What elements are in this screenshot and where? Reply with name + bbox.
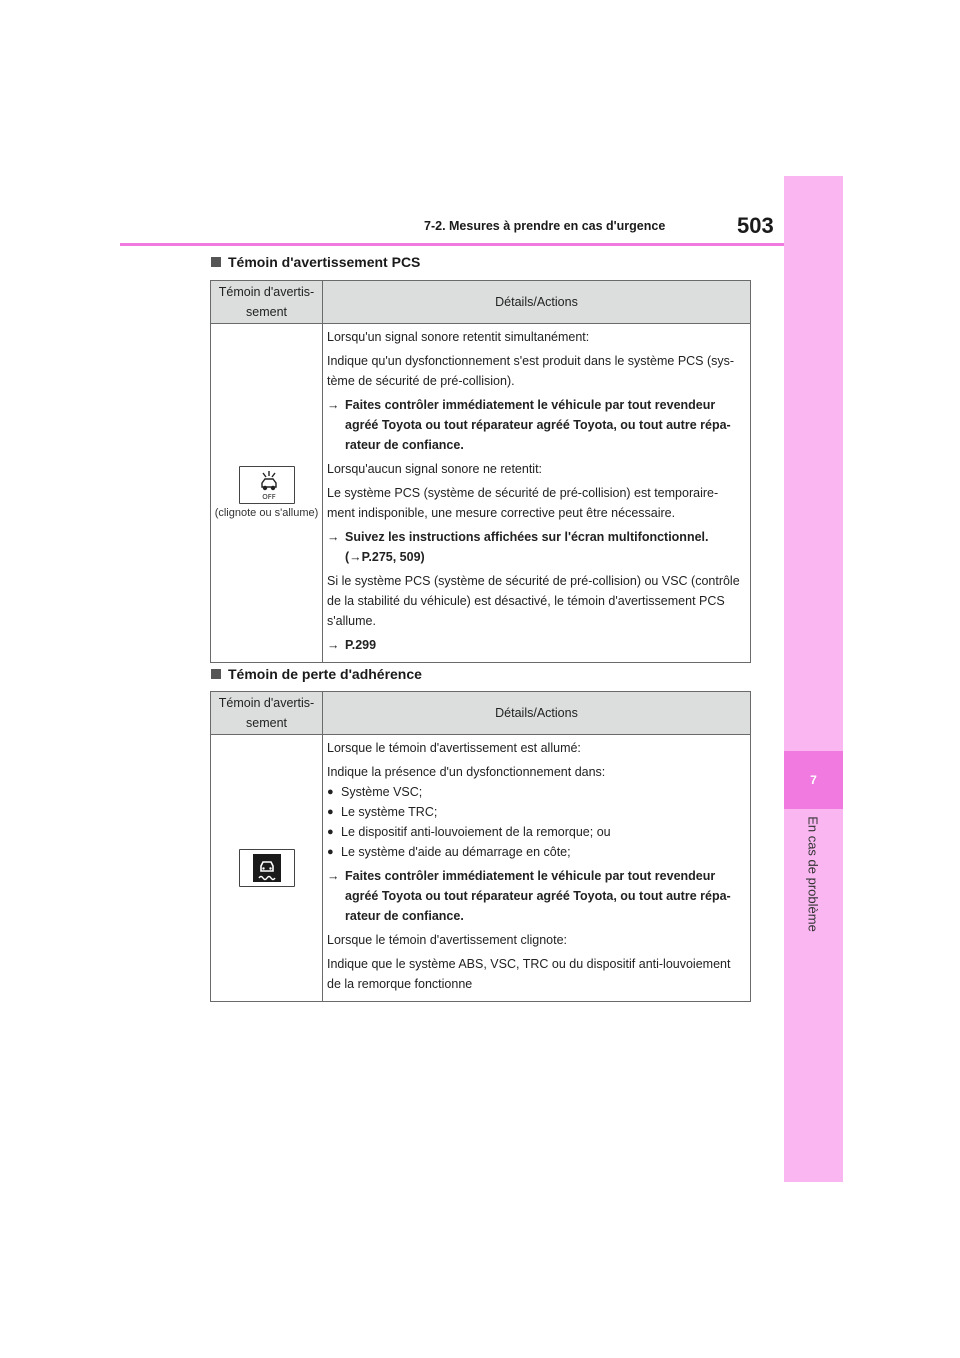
list-item-text: Le système d'aide au démarrage en côte; <box>341 845 571 859</box>
arrow-right-icon: → <box>327 869 340 883</box>
col-header-warning-light: Témoin d'avertis-sement <box>211 281 323 324</box>
icon-cell <box>211 735 323 1002</box>
condition-text: Lorsqu'aucun signal sonore ne retentit: <box>327 462 543 476</box>
details-cell <box>323 735 751 1002</box>
chapter-number: 7 <box>784 751 843 809</box>
condition-text: Lorsque le témoin d'avertissement est allumé: <box>327 741 581 755</box>
table-header-row <box>211 281 751 324</box>
action-text: Faites contrôler immédiatement le véhicule par tout revendeur agréé Toyota ou tout réparateur agréé Toyota, ou tout autre répa-rateur de confiance. <box>345 869 731 923</box>
condition-text: Lorsque le témoin d'avertissement clignote: <box>327 933 568 947</box>
list-item-text: Le système TRC; <box>341 805 438 819</box>
section-title: 7-2. Mesures à prendre en cas d'urgence <box>424 219 666 233</box>
description-text: Indique la présence d'un dysfonctionnement dans: <box>327 765 606 779</box>
list-item-text: Le dispositif anti-louvoiement de la remorque; ou <box>341 825 611 839</box>
section-heading-slip <box>211 666 422 682</box>
square-bullet-icon <box>211 669 221 679</box>
bullet-dot-icon: ● <box>327 846 334 858</box>
condition-text: Lorsqu'un signal sonore retentit simultanément: <box>327 330 590 344</box>
action-text: P.299 <box>345 638 377 652</box>
col-header-details: Détails/Actions <box>323 692 751 735</box>
chapter-title: En cas de problème <box>805 816 821 932</box>
slip-table <box>210 691 751 1002</box>
description-text: Si le système PCS (système de sécurité de pré-collision) ou VSC (contrôle de la stabilité du véhicule) est désactivé, le témoin d'avertissement PCS s'allume. <box>327 574 740 628</box>
list-item-text: Système VSC; <box>341 785 423 799</box>
action-item <box>327 635 744 655</box>
arrow-right-icon: → <box>327 398 340 412</box>
icon-caption: (clignote ou s'allume) <box>214 507 319 519</box>
table-header-row <box>211 692 751 735</box>
heading-text: Témoin de perte d'adhérence <box>228 666 422 682</box>
svg-text:OFF: OFF <box>261 493 276 501</box>
col-header-warning-light: Témoin d'avertis-sement <box>211 692 323 735</box>
list-item <box>327 822 744 842</box>
list-item <box>327 802 744 822</box>
section-heading-pcs <box>211 254 420 270</box>
pcs-off-warning-icon <box>239 466 295 504</box>
heading-text: Témoin d'avertissement PCS <box>228 254 421 270</box>
bullet-dot-icon: ● <box>327 786 334 798</box>
action-item <box>327 866 744 926</box>
arrow-right-icon: → <box>327 638 340 652</box>
description-text: Indique que le système ABS, VSC, TRC ou du dispositif anti-louvoiement de la remorque fonctionne <box>327 957 731 991</box>
icon-cell <box>211 324 323 663</box>
description-text: Le système PCS (système de sécurité de pré-collision) est temporaire-ment indisponible, une mesure corrective peut être nécessaire. <box>327 486 719 520</box>
col-header-details: Détails/Actions <box>323 281 751 324</box>
action-text: Faites contrôler immédiatement le véhicule par tout revendeur agréé Toyota ou tout réparateur agréé Toyota, ou tout autre répa-rateur de confiance. <box>345 398 731 452</box>
pcs-table <box>210 280 751 663</box>
bullet-dot-icon: ● <box>327 826 334 838</box>
description-text: Indique qu'un dysfonctionnement s'est produit dans le système PCS (sys-tème de sécurité de pré-collision). <box>327 354 735 388</box>
arrow-right-icon: → <box>327 530 340 544</box>
slip-indicator-icon <box>239 849 295 887</box>
chapter-side-tab <box>784 176 843 1182</box>
action-text: Suivez les instructions affichées sur l'écran multifonctionnel. (→P.275, 509) <box>345 530 709 564</box>
page-number: 503 <box>737 213 774 238</box>
details-cell <box>323 324 751 663</box>
action-item <box>327 395 744 455</box>
bullet-dot-icon: ● <box>327 806 334 818</box>
table-row <box>211 735 751 1002</box>
table-row <box>211 324 751 663</box>
square-bullet-icon <box>211 257 221 267</box>
action-item <box>327 527 744 567</box>
header-rule <box>120 243 784 246</box>
list-item <box>327 842 744 862</box>
list-item <box>327 782 744 802</box>
